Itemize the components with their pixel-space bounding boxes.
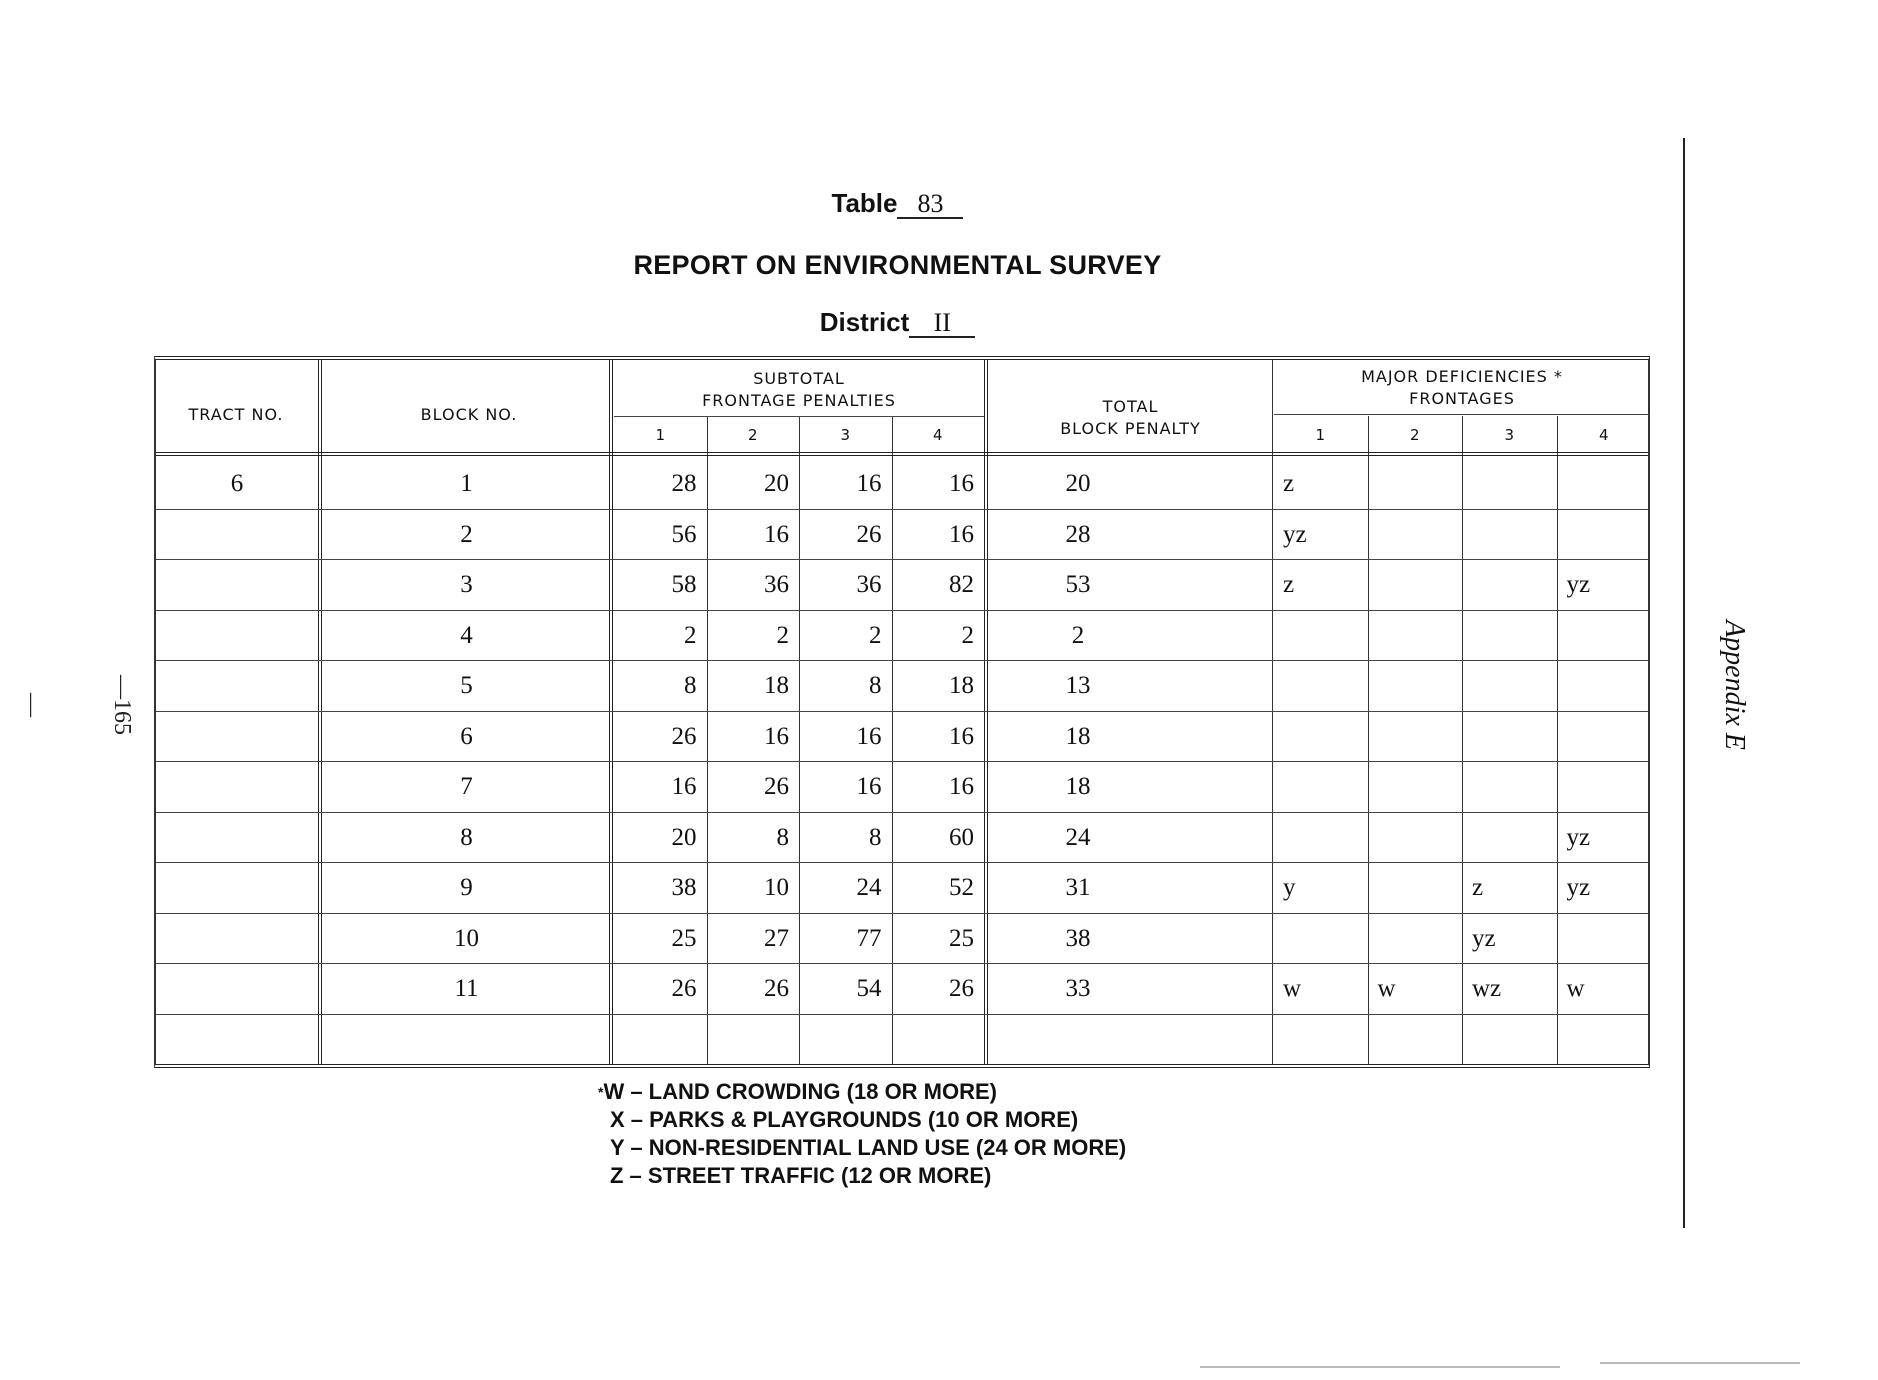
cell-penalty-3: 16 bbox=[856, 722, 882, 750]
cell-block: 4 bbox=[460, 621, 473, 649]
cell-penalty-3: 2 bbox=[869, 621, 882, 649]
header-subtotal-2: FRONTAGE PENALTIES bbox=[702, 391, 896, 410]
cell-penalty-1: 58 bbox=[671, 571, 697, 598]
cell-penalty-1: 26 bbox=[671, 975, 697, 1002]
cell-penalty-3: 8 bbox=[869, 672, 882, 699]
cell-penalty-1: 28 bbox=[671, 470, 697, 497]
appendix-rule bbox=[1683, 138, 1685, 1228]
row-rule bbox=[156, 1014, 1648, 1015]
cell-total: 20 bbox=[1065, 470, 1091, 497]
cell-deficiency-4: yz bbox=[1566, 571, 1591, 598]
subtotal-col-number: 4 bbox=[932, 426, 943, 444]
cell-deficiency-4: yz bbox=[1566, 874, 1591, 901]
cell-penalty-1: 20 bbox=[671, 823, 697, 851]
scan-mark bbox=[1200, 1366, 1560, 1368]
cell-total: 31 bbox=[1065, 874, 1091, 901]
cell-penalty-3: 54 bbox=[856, 975, 882, 1002]
cell-block: 11 bbox=[454, 975, 479, 1002]
cell-penalty-1: 2 bbox=[684, 621, 697, 649]
cell-penalty-3: 77 bbox=[856, 924, 882, 952]
header-subrule-subtotal bbox=[614, 416, 984, 417]
column-rule-major-sub bbox=[1557, 416, 1558, 1064]
table-number: 83 bbox=[897, 191, 963, 219]
cell-penalty-2: 18 bbox=[764, 672, 789, 699]
header-bottom-rule bbox=[156, 452, 1648, 456]
cell-deficiency-3: yz bbox=[1472, 924, 1496, 952]
cell-penalty-2: 20 bbox=[764, 470, 789, 497]
cell-penalty-3: 16 bbox=[856, 470, 882, 497]
cell-penalty-1: 16 bbox=[671, 773, 697, 800]
row-rule bbox=[156, 812, 1648, 813]
cell-penalty-3: 16 bbox=[856, 773, 882, 800]
cell-penalty-4: 26 bbox=[949, 975, 974, 1002]
cell-block: 9 bbox=[460, 874, 473, 901]
page-number: —165— bbox=[19, 675, 135, 735]
major-col-number: 2 bbox=[1409, 426, 1420, 444]
cell-block: 1 bbox=[460, 470, 473, 497]
column-rule-total bbox=[1272, 360, 1273, 1064]
cell-deficiency-3: z bbox=[1472, 874, 1484, 901]
header-block: BLOCK NO. bbox=[420, 405, 518, 424]
subtotal-col-number: 3 bbox=[840, 426, 851, 444]
header-total-2: BLOCK PENALTY bbox=[1060, 419, 1201, 438]
legend-x: X – PARKS & PLAYGROUNDS (10 OR MORE) bbox=[610, 1107, 1079, 1132]
cell-total: 24 bbox=[1065, 823, 1091, 851]
major-col-number: 3 bbox=[1504, 426, 1515, 444]
report-title: REPORT ON ENVIRONMENTAL SURVEY bbox=[633, 250, 1162, 280]
cell-deficiency-4: w bbox=[1566, 975, 1585, 1002]
cell-deficiency-2: w bbox=[1377, 975, 1396, 1002]
row-rule bbox=[156, 913, 1648, 914]
cell-total: 18 bbox=[1065, 722, 1091, 750]
cell-penalty-3: 26 bbox=[856, 520, 882, 548]
cell-penalty-4: 16 bbox=[949, 722, 974, 750]
cell-deficiency-1: yz bbox=[1283, 520, 1307, 548]
cell-penalty-2: 26 bbox=[764, 975, 789, 1002]
cell-penalty-4: 16 bbox=[949, 520, 974, 548]
row-rule bbox=[156, 711, 1648, 712]
cell-total: 2 bbox=[1071, 621, 1085, 649]
header-major-1: MAJOR DEFICIENCIES * bbox=[1361, 367, 1563, 386]
column-rule-tract bbox=[318, 360, 322, 1064]
row-rule bbox=[156, 862, 1648, 863]
cell-penalty-1: 56 bbox=[671, 520, 697, 548]
cell-penalty-1: 26 bbox=[671, 722, 697, 750]
cell-deficiency-1: z bbox=[1283, 571, 1295, 598]
column-rule-major-sub bbox=[1462, 416, 1463, 1064]
cell-total: 28 bbox=[1065, 520, 1091, 548]
cell-penalty-1: 25 bbox=[671, 924, 697, 952]
cell-block: 8 bbox=[460, 823, 473, 851]
cell-penalty-4: 52 bbox=[949, 874, 974, 901]
cell-penalty-2: 8 bbox=[776, 823, 789, 851]
row-rule bbox=[156, 963, 1648, 964]
cell-penalty-3: 36 bbox=[856, 571, 882, 598]
cell-penalty-4: 16 bbox=[949, 470, 974, 497]
survey-table bbox=[154, 356, 1650, 1068]
cell-penalty-2: 10 bbox=[764, 874, 789, 901]
legend-y: Y – NON-RESIDENTIAL LAND USE (24 OR MORE) bbox=[610, 1135, 1127, 1160]
cell-penalty-2: 36 bbox=[764, 571, 789, 598]
column-rule-block bbox=[609, 360, 613, 1064]
header-subtotal-1: SUBTOTAL bbox=[753, 369, 845, 388]
cell-penalty-2: 27 bbox=[764, 924, 789, 952]
major-col-number: 1 bbox=[1315, 426, 1326, 444]
legend-star: * bbox=[598, 1084, 604, 1100]
major-col-number: 4 bbox=[1598, 426, 1609, 444]
cell-penalty-1: 8 bbox=[684, 672, 697, 699]
cell-block: 6 bbox=[460, 722, 473, 750]
cell-penalty-2: 16 bbox=[764, 520, 789, 548]
legend bbox=[598, 1078, 1126, 1190]
cell-deficiency-1: w bbox=[1283, 975, 1302, 1002]
cell-penalty-4: 60 bbox=[949, 823, 974, 851]
table-label bbox=[0, 188, 1795, 219]
cell-penalty-3: 8 bbox=[869, 823, 882, 851]
header-subrule-major bbox=[1274, 414, 1650, 415]
row-rule bbox=[156, 660, 1648, 661]
cell-block: 5 bbox=[460, 672, 473, 699]
cell-penalty-1: 38 bbox=[671, 874, 697, 901]
legend-w: *W – LAND CROWDING (18 OR MORE) bbox=[598, 1079, 998, 1104]
cell-deficiency-1: y bbox=[1283, 874, 1296, 901]
cell-block: 3 bbox=[460, 571, 473, 598]
cell-deficiency-4: yz bbox=[1566, 823, 1591, 851]
appendix-label: Appendix E bbox=[1719, 620, 1750, 750]
header-total-1: TOTAL bbox=[1102, 397, 1159, 416]
cell-block: 10 bbox=[454, 924, 479, 952]
cell-penalty-2: 16 bbox=[764, 722, 789, 750]
subtotal-col-number: 1 bbox=[655, 426, 666, 444]
table-label-text: Table bbox=[831, 188, 898, 218]
cell-penalty-4: 18 bbox=[949, 672, 974, 699]
cell-deficiency-1: z bbox=[1283, 470, 1295, 497]
legend-z: Z – STREET TRAFFIC (12 OR MORE) bbox=[610, 1163, 992, 1188]
row-rule bbox=[156, 509, 1648, 510]
cell-deficiency-3: wz bbox=[1472, 975, 1502, 1002]
cell-total: 13 bbox=[1065, 672, 1091, 699]
cell-penalty-4: 16 bbox=[949, 773, 974, 800]
cell-block: 2 bbox=[460, 520, 473, 548]
row-rule bbox=[156, 610, 1648, 611]
district-label: District bbox=[819, 307, 910, 337]
cell-block: 7 bbox=[460, 773, 473, 800]
header-tract: TRACT NO. bbox=[188, 405, 284, 424]
district-line bbox=[0, 307, 1795, 338]
cell-total: 33 bbox=[1065, 975, 1091, 1002]
header-major-2: FRONTAGES bbox=[1409, 389, 1515, 408]
district-value: II bbox=[909, 310, 975, 338]
cell-tract: 6 bbox=[230, 470, 244, 497]
cell-total: 53 bbox=[1065, 571, 1091, 598]
cell-total: 18 bbox=[1065, 773, 1091, 800]
cell-penalty-3: 24 bbox=[856, 874, 882, 901]
subtotal-col-number: 2 bbox=[747, 426, 758, 444]
row-rule bbox=[156, 559, 1648, 560]
row-rule bbox=[156, 761, 1648, 762]
column-rule-subtotal bbox=[984, 360, 988, 1064]
cell-penalty-2: 2 bbox=[776, 621, 789, 649]
cell-penalty-4: 2 bbox=[961, 621, 974, 649]
cell-penalty-4: 25 bbox=[949, 924, 974, 952]
scan-mark bbox=[1600, 1362, 1800, 1364]
cell-total: 38 bbox=[1065, 924, 1091, 952]
cell-penalty-4: 82 bbox=[949, 571, 974, 598]
cell-penalty-2: 26 bbox=[764, 773, 789, 800]
column-rule-major-sub bbox=[1368, 416, 1369, 1064]
